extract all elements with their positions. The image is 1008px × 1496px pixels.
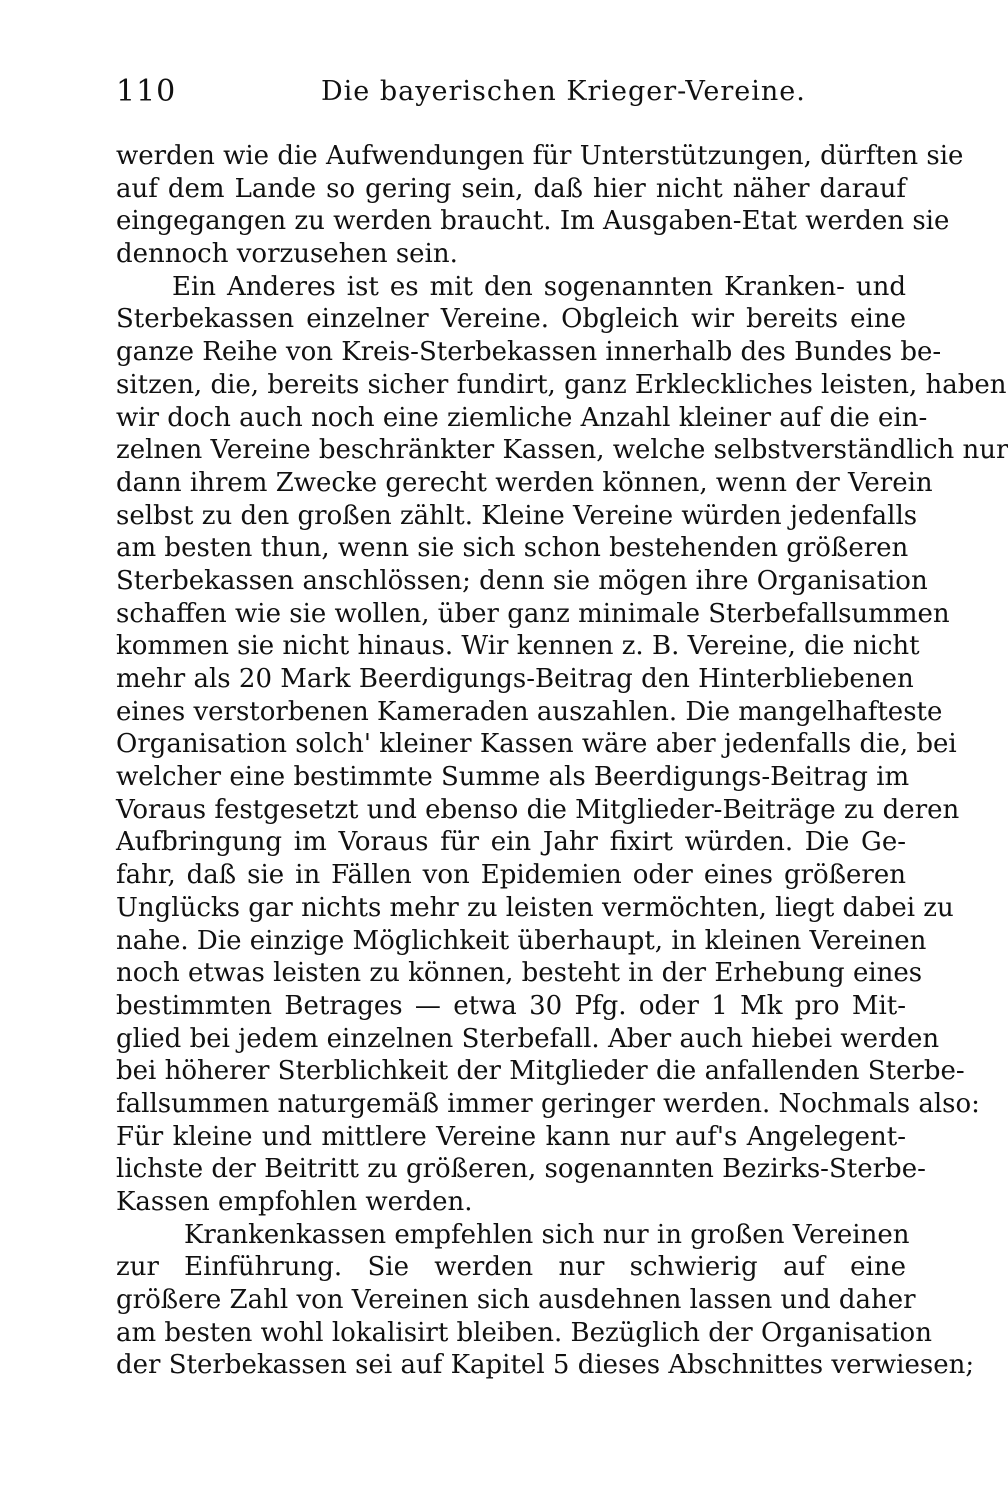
text-line: Sterbekassen einzelner Vereine. Obgleich wir bereits eine [116, 304, 906, 335]
text-line: Voraus festgesetzt und ebenso die Mitglieder-Beiträge zu deren [116, 794, 960, 825]
text-line: Organisation solch' kleiner Kassen wäre aber jedenfalls die, bei [116, 729, 957, 760]
text-line: Sterbekassen anschlössen; denn sie mögen ihre Organisation [116, 565, 928, 596]
text-line: zelnen Vereine beschränkter Kassen, welche selbstverständlich nur [116, 435, 1008, 466]
page-number: 110 [116, 74, 177, 109]
running-title: Die bayerischen Krieger-Vereine. [321, 76, 806, 107]
text-line: bei höherer Sterblichkeit der Mitglieder die anfallenden Sterbe- [116, 1056, 965, 1087]
running-head [116, 72, 906, 112]
text-line: am besten thun, wenn sie sich schon bestehenden größeren [116, 533, 909, 564]
text-line: glied bei jedem einzelnen Sterbefall. Aber auch hiebei werden [116, 1023, 940, 1054]
text-line: fahr, daß sie in Fällen von Epidemien oder eines größeren [116, 860, 906, 891]
text-line: der Sterbekassen sei auf Kapitel 5 dieses Abschnittes verwiesen; [116, 1350, 975, 1381]
text-line: Aufbringung im Voraus für ein Jahr fixirt würden. Die Ge- [116, 827, 906, 858]
text-line: mehr als 20 Mark Beerdigungs-Beitrag den Hinterbliebenen [116, 664, 914, 694]
text-line: welcher eine bestimmte Summe als Beerdigungs-Beitrag im [116, 762, 910, 793]
text-line: sitzen, die, bereits sicher fundirt, ganz Erkleckliches leisten, haben [116, 369, 1007, 400]
text-line: nahe. Die einzige Möglichkeit überhaupt, in kleinen Vereinen [116, 925, 927, 956]
text-line: ganze Reihe von Kreis-Sterbekassen innerhalb des Bundes be- [116, 337, 942, 368]
text-line: bestimmten Betrages — etwa 30 Pfg. oder 1 Mk pro Mit- [116, 990, 906, 1021]
text-line: werden wie die Aufwendungen für Unterstützungen, dürften sie [116, 141, 964, 171]
text-line: Unglücks gar nichts mehr zu leisten vermöchten, liegt dabei zu [116, 892, 954, 923]
text-line: Für kleine und mittlere Vereine kann nur auf's Angelegent- [116, 1121, 906, 1152]
text-line: Kassen empfohlen werden. [116, 1187, 473, 1217]
text-line: noch etwas leisten zu können, besteht in der Erhebung eines [116, 958, 923, 989]
text-line: lichste der Beitritt zu größeren, sogenannten Bezirks-Sterbe- [116, 1154, 926, 1185]
text-line: dann ihrem Zwecke gerecht werden können, wenn der Verein [116, 467, 933, 498]
text-line: eines verstorbenen Kameraden auszahlen. Die mangelhafteste [116, 696, 943, 727]
text-line: dennoch vorzusehen sein. [116, 239, 458, 270]
text-line: fallsummen naturgemäß immer geringer werden. Nochmals also: [116, 1088, 980, 1119]
text-line: wir doch auch noch eine ziemliche Anzahl kleiner auf die ein- [116, 402, 928, 433]
text-line: auf dem Lande so gering sein, daß hier nicht näher darauf [116, 173, 906, 204]
text-line: schaffen wie sie wollen, über ganz minimale Sterbefallsummen [116, 598, 950, 629]
text-line: eingegangen zu werden braucht. Im Ausgaben-Etat werden sie [116, 206, 950, 237]
text-line: zur Einführung. Sie werden nur schwierig auf eine [116, 1252, 906, 1283]
body-text [116, 140, 1008, 1382]
text-line: kommen sie nicht hinaus. Wir kennen z. B. Vereine, die nicht [116, 631, 920, 662]
text-line: am besten wohl lokalisirt bleiben. Bezüglich der Organisation [116, 1317, 932, 1348]
text-line: größere Zahl von Vereinen sich ausdehnen lassen und daher [116, 1285, 916, 1316]
paragraph-start-line: Ein Anderes ist es mit den sogenannten Kranken- und [172, 271, 906, 302]
paragraph-start-line: Krankenkassen empfehlen sich nur in großen Vereinen [184, 1219, 910, 1250]
text-line: selbst zu den großen zählt. Kleine Vereine würden jedenfalls [116, 500, 918, 531]
